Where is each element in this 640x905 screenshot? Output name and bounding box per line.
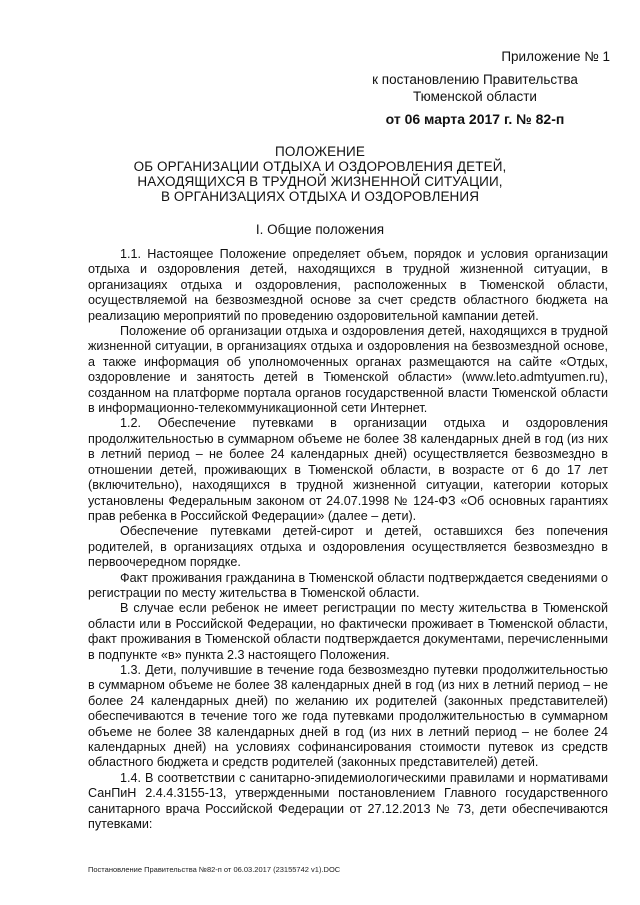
section-heading: I. Общие положения: [255, 222, 385, 237]
paragraph: 1.1. Настоящее Положение определяет объем, порядок и условия организации отдыха и оздоровления детей, находящихся в трудной жизненной ситуации, в организациях отдыха и оздоровления, расположенных в Тюменской области, осуществляемой на безвозмездной основе за счет средств областного бюджета на реализацию мероприятий по проведению оздоровительной кампании детей.: [88, 247, 608, 323]
file-footer: Постановление Правительства №82-п от 06.03.2017 (23155742 v1).DOC: [88, 865, 341, 874]
title-line: ОБ ОРГАНИЗАЦИИ ОТДЫХА И ОЗДОРОВЛЕНИЯ ДЕТЕЙ,: [133, 159, 507, 174]
appendix-date: от 06 марта 2017 г. № 82-п: [385, 111, 565, 127]
appendix-number: Приложение № 1: [501, 49, 610, 64]
paragraph: 1.3. Дети, получившие в течение года безвозмездно путевки продолжительностью в суммарном объеме не более 38 календарных дней в год (из них в летний период – не более 24 календарных дней) по желанию их родителей (законных представителей) обеспечиваются в течение того же года путевками продолжительностью в суммарном объеме не более 38 календарных дней в год (из них в летний период – не более 24 календарных дней) на условиях софинансирования стоимости путевок из средств областного бюджета и средств родителей (законных представителей) детей.: [88, 662, 608, 770]
paragraph: Положение об организации отдыха и оздоровления детей, находящихся в трудной жизненной ситуации, в организациях отдыха и оздоровления на безвозмездной основе, а также информация об уполномоченных органах размещаются на сайте «Отдых, оздоровление и занятость детей в Тюменской области» (www.leto.admtyumen.ru), созданном на платформе портала органов государственной власти Тюменской области в информационно-телекоммуникационной сети Интернет.: [88, 324, 608, 416]
appendix-header: [340, 48, 610, 128]
paragraph: Обеспечение путевками детей-сирот и детей, оставшихся без попечения родителей, в организациях отдыха и оздоровления осуществляется безвозмездно в первоочередном порядке.: [88, 524, 608, 570]
document-body: [88, 247, 608, 832]
paragraph: 1.4. В соответствии с санитарно-эпидемиологическими правилами и нормативами СанПиН 2.4.4.3155-13, утвержденными постановлением Главного государственного санитарного врача Российской Федерации от 27.12.2013 № 73, дети обеспечиваются путевками:: [88, 770, 608, 832]
paragraph: В случае если ребенок не имеет регистрации по месту жительства в Тюменской области или в Российской Федерации, но фактически проживает в Тюменской области, факт проживания в Тюменской области подтверждается документами, перечисленными в подпункте «в» пункта 2.3 настоящего Положения.: [88, 601, 608, 662]
document-title: [0, 144, 640, 204]
appendix-reference: к постановлению Правительства: [372, 72, 578, 87]
title-line: ПОЛОЖЕНИЕ: [275, 144, 365, 159]
paragraph: Факт проживания гражданина в Тюменской области подтверждается сведениями о регистрации по месту жительства в Тюменской области.: [88, 570, 608, 600]
title-line: В ОРГАНИЗАЦИЯХ ОТДЫХА И ОЗДОРОВЛЕНИЯ: [160, 189, 480, 204]
paragraph: 1.2. Обеспечение путевками в организации отдыха и оздоровления продолжительностью в суммарном объеме не более 38 календарных дней в год (из них в летний период – не более 24 календарных дней) осуществляется безвозмездно в отношении детей, проживающих в Тюменской области, в возрасте от 6 до 17 лет (включительно), находящихся в трудной жизненной ситуации, категории которых установлены Федеральным законом от 24.07.1998 № 124-ФЗ «Об основных гарантиях прав ребенка в Российской Федерации» (далее – дети).: [88, 416, 608, 523]
title-line: НАХОДЯЩИХСЯ В ТРУДНОЙ ЖИЗНЕННОЙ СИТУАЦИИ,: [137, 174, 503, 189]
appendix-region: Тюменской области: [413, 89, 537, 104]
